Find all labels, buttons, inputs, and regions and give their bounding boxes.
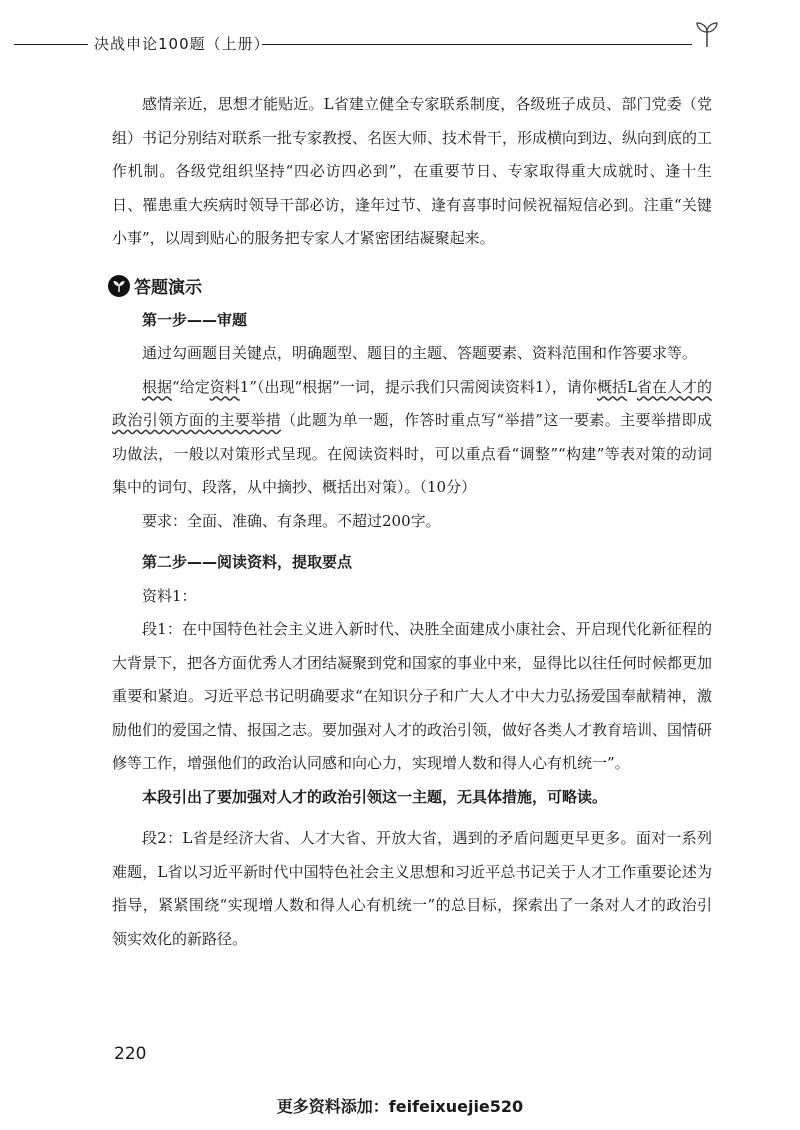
keyword-gaikuo: 概括 xyxy=(596,377,627,396)
analysis-note: 本段引出了要加强对人才的政治引领这一主题，无具体措施，可略读。 xyxy=(142,787,608,806)
question-text: L xyxy=(626,377,637,396)
step2-title: 第二步——阅读资料，提取要点 xyxy=(142,553,353,571)
sprout-icon xyxy=(694,20,720,48)
header-rule-right xyxy=(262,44,692,45)
question-text: “给定 xyxy=(172,377,210,396)
leaf-badge-icon xyxy=(108,275,130,297)
material-paragraph-1: 段1：在中国特色社会主义进入新时代、决胜全面建成小康社会、开启现代化新征程的大背景下，把各方面优秀人才团结凝聚到党和国家的事业中来，显得比以往任何时候都更加重要和紧迫。习近平总书记明确要求“在知识分子和广大人才中大力弘扬爱国奉献精神，激励他们的爱国之情、报国之志。要加强对人才的政治引领，做好各类人才教育培训、国情研修等工作，增强他们的政治认同感和向心力，实现增人数和得人心有机统一”。 xyxy=(112,620,713,772)
section-title: 答题演示 xyxy=(134,278,202,298)
question-text: 1”（出现“根据”一词，提示我们只需阅读资料1），请你 xyxy=(239,377,597,396)
keyword-genju: 根据 xyxy=(142,377,173,396)
material-label: 资料1： xyxy=(142,586,197,605)
intro-paragraph: 感情亲近，思想才能贴近。L省建立健全专家联系制度，各级班子成员、部门党委（党组）书记分别结对联系一批专家教授、名医大师、技术骨干，形成横向到边、纵向到底的工作机制。各级党组织坚持“四必访四必到”，在重要节日、专家取得重大成就时、逢十生日、罹患重大疾病时领导干部必访，逢年过节、逢有喜事时问候祝福短信必到。注重“关键小事”，以周到贴心的服务把专家人才紧密团结凝聚起来。 xyxy=(112,95,713,247)
material-paragraph-2: 段2：L省是经济大省、人才大省、开放大省，遇到的矛盾问题更早更多。面对一系列难题，L省以习近平新时代中国特色社会主义思想和习近平总书记关于人才工作重要论述为指导，紧紧围绕“实现增人数和得人心有机统一”的总目标，探索出了一条对人才的政治引领实效化的新路径。 xyxy=(112,829,712,948)
page-body xyxy=(112,88,712,956)
footer-contact-note: 更多资料添加：feifeixuejie520 xyxy=(276,1097,524,1116)
running-header xyxy=(0,30,800,62)
step1-intro: 通过勾画题目关键点，明确题型、题目的主题、答题要素、资料范围和作答要求等。 xyxy=(142,344,698,362)
step1-requirement: 要求：全面、准确、有条理。不超过200字。 xyxy=(142,511,441,530)
keyword-ziliao: 资料 xyxy=(209,377,240,396)
step1-question xyxy=(112,371,712,505)
header-rule-left xyxy=(14,44,88,45)
book-title: 决战申论100题（上册） xyxy=(94,35,270,53)
keyword-theme: 省在人才的政治引领方面的主要举措 xyxy=(112,377,712,429)
step1-title: 第一步——审题 xyxy=(142,310,248,329)
question-explanation: （此题为单一题，作答时重点写“举措”这一要素。主要举措即成功做法，一般以对策形式呈现。在阅读资料时，可以重点看“调整”“构建”等表对策的动词集中的词句、段落，从中摘抄、概括出对策）。（10分） xyxy=(112,411,712,496)
page-number: 220 xyxy=(114,1044,147,1064)
section-heading xyxy=(108,268,712,304)
